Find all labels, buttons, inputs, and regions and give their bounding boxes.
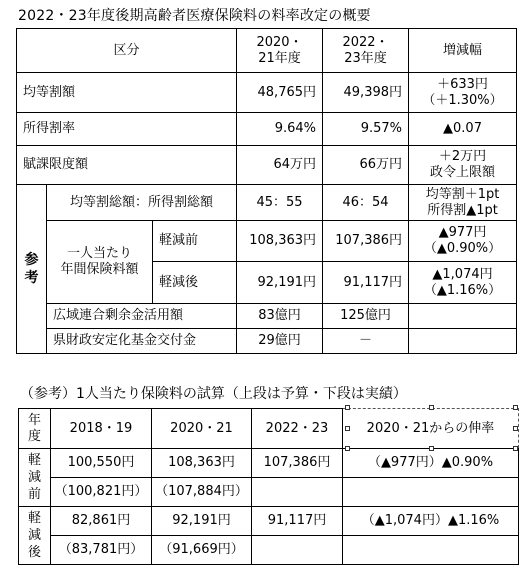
perperson-label: 一人当たり 年間保険料額	[47, 221, 153, 304]
header-growth-rate[interactable]: 2020・21からの伸率	[343, 409, 519, 449]
budget-fy2022: 91,117円	[252, 507, 343, 536]
value-fy2020: 92,191円	[237, 262, 323, 304]
actual-fy2020: （91,669円）	[152, 536, 252, 565]
row-label: 広域連合剰余金活用額	[47, 304, 237, 329]
value-fy2022: 66万円	[323, 146, 409, 185]
reference-label-text: 参考	[24, 252, 39, 286]
value-fy2022: 49,398円	[323, 73, 409, 113]
table-row	[17, 185, 517, 221]
value-fy2020: 108,363円	[237, 221, 323, 262]
row-label: 均等割額	[17, 73, 237, 113]
actual-fy2018: （83,781円）	[51, 536, 152, 565]
row-label: 軽減前	[153, 221, 237, 262]
resize-handle-top-left[interactable]	[345, 405, 350, 410]
header-fy2018: 2018・19	[51, 409, 152, 449]
budget-fy2022: 107,386円	[252, 449, 343, 478]
change-value: ▲977円 （▲0.90%）	[409, 221, 517, 262]
row-label: 均等割総額：所得割総額	[47, 185, 237, 221]
row-label: 所得割率	[17, 113, 237, 146]
premium-estimate-table	[18, 408, 519, 565]
growth-value: （▲1,074円）▲1.16%	[343, 507, 519, 536]
budget-fy2020: 92,191円	[152, 507, 252, 536]
after-reduction-label: 軽 減 後	[19, 507, 51, 565]
value-fy2022: －	[323, 329, 409, 354]
value-fy2022: 107,386円	[323, 221, 409, 262]
table-row	[17, 146, 517, 185]
rate-revision-table	[16, 28, 517, 354]
growth-value: （▲977円）▲0.90%	[343, 449, 519, 478]
change-value: ▲1,074円 （▲1.16%）	[409, 262, 517, 304]
reference-label	[17, 185, 47, 354]
change-value: ▲0.07	[409, 113, 517, 146]
resize-handle-top-middle[interactable]	[429, 405, 434, 410]
header-fy2020: 2020・21	[152, 409, 252, 449]
table-row	[19, 478, 519, 507]
value-fy2020: 64万円	[237, 146, 323, 185]
value-fy2022: 46：54	[323, 185, 409, 221]
row-label: 軽減後	[153, 262, 237, 304]
table-row	[19, 507, 519, 536]
table-row	[19, 449, 519, 478]
actual-fy2022	[252, 478, 343, 507]
table-row	[19, 536, 519, 565]
value-fy2020: 45：55	[237, 185, 323, 221]
row-label: 県財政安定化基金交付金	[47, 329, 237, 354]
change-value	[409, 304, 517, 329]
resize-handle-bottom-middle[interactable]	[429, 446, 434, 451]
resize-handle-middle-left[interactable]	[345, 426, 350, 431]
header-change: 増減幅	[409, 29, 517, 73]
before-reduction-label: 軽 減 前	[19, 449, 51, 507]
header-category: 区分	[17, 29, 237, 73]
actual-fy2022	[252, 536, 343, 565]
page-title: 2022・23年度後期高齢者医療保険料の料率改定の概要	[18, 8, 371, 24]
change-value: ＋2万円 政令上限額	[409, 146, 517, 185]
value-fy2022: 125億円	[323, 304, 409, 329]
actual-fy2020: （107,884円）	[152, 478, 252, 507]
table-header-row	[17, 29, 517, 73]
change-value: ＋633円 （＋1.30%）	[409, 73, 517, 113]
value-fy2020: 29億円	[237, 329, 323, 354]
budget-fy2018: 82,861円	[51, 507, 152, 536]
subtitle: （参考）1人当たり保険料の試算（上段は予算・下段は実績）	[20, 386, 407, 402]
change-value	[409, 329, 517, 354]
resize-handle-bottom-right[interactable]	[513, 446, 518, 451]
resize-handle-top-right[interactable]	[513, 405, 518, 410]
value-fy2020: 9.64%	[237, 113, 323, 146]
table-row	[17, 329, 517, 354]
header-fy2020: 2020・ 21年度	[237, 29, 323, 73]
table-header-row	[19, 409, 519, 449]
budget-fy2020: 108,363円	[152, 449, 252, 478]
resize-handle-middle-right[interactable]	[513, 426, 518, 431]
growth-value	[343, 536, 519, 565]
row-label: 賦課限度額	[17, 146, 237, 185]
header-year: 年 度	[19, 409, 51, 449]
change-value: 均等割＋1pt 所得割▲1pt	[409, 185, 517, 221]
table-row	[17, 73, 517, 113]
table-row	[17, 113, 517, 146]
value-fy2022: 9.57%	[323, 113, 409, 146]
header-fy2022: 2022・ 23年度	[323, 29, 409, 73]
header-fy2022: 2022・23	[252, 409, 343, 449]
value-fy2020: 48,765円	[237, 73, 323, 113]
value-fy2022: 91,117円	[323, 262, 409, 304]
budget-fy2018: 100,550円	[51, 449, 152, 478]
value-fy2020: 83億円	[237, 304, 323, 329]
actual-fy2018: （100,821円）	[51, 478, 152, 507]
growth-value	[343, 478, 519, 507]
table-row	[17, 221, 517, 262]
resize-handle-bottom-left[interactable]	[345, 446, 350, 451]
table-row	[17, 304, 517, 329]
